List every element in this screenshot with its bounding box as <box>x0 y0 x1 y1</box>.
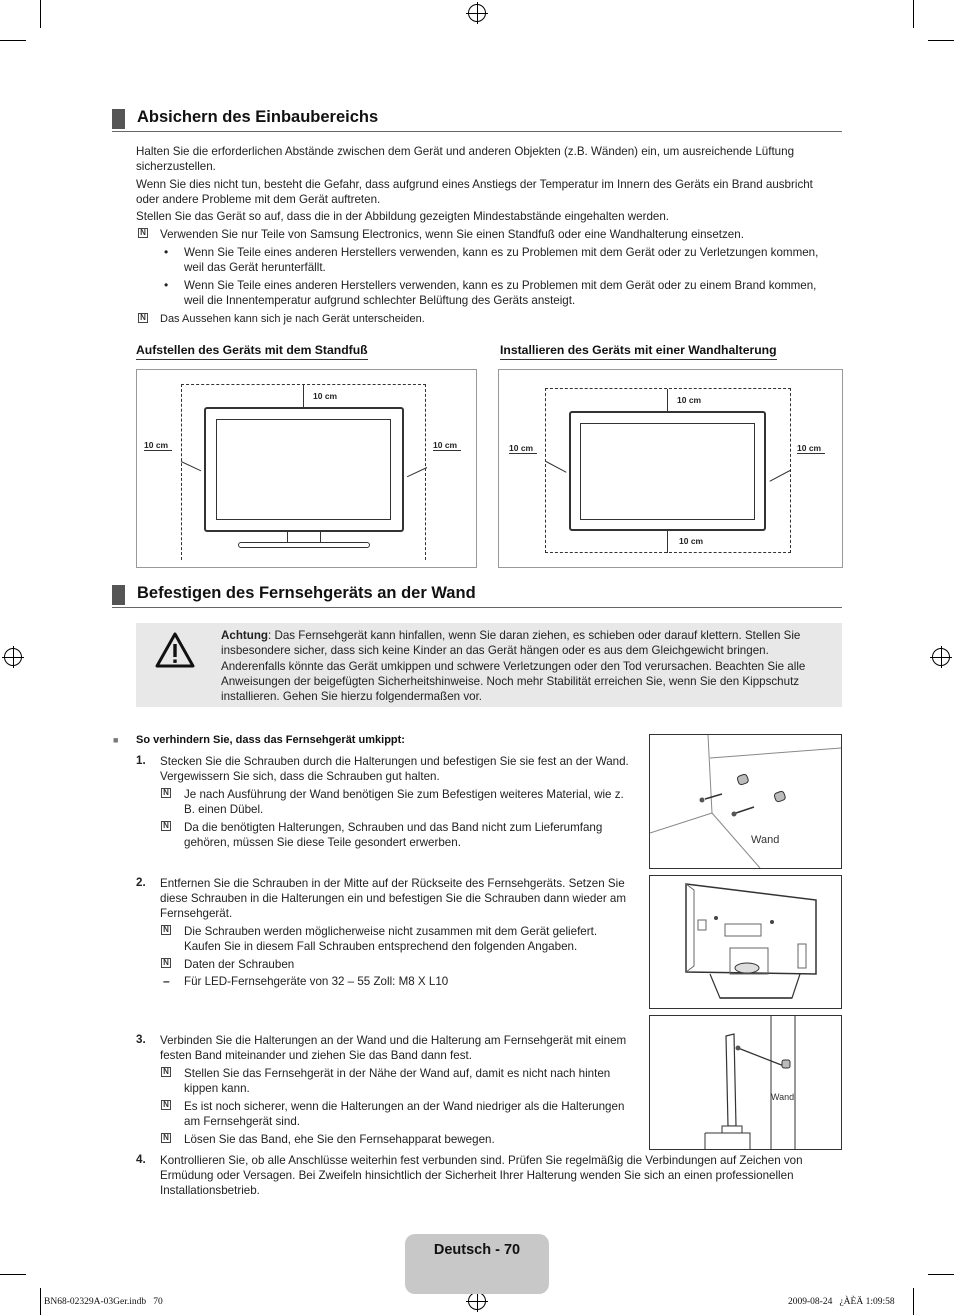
crop-mark <box>928 40 954 41</box>
note-icon: N <box>161 1067 171 1077</box>
figure-title-stand: Aufstellen des Geräts mit dem Standfuß <box>136 343 368 360</box>
note-text: Da die benötigten Halterungen, Schrauben und das Band nicht zum Lieferumfang gehören, müssen Sie diese Teile gesondert erwerben. <box>184 821 603 849</box>
step-number: 1. <box>136 754 146 767</box>
figure-title-wall: Installieren des Geräts mit einer Wandhalterung <box>500 343 777 360</box>
distance-label: 10 cm <box>677 395 702 405</box>
registration-mark-icon <box>932 648 950 666</box>
dash-item: Für LED-Fernsehgeräte von 32 – 55 Zoll: M8 X L10 <box>184 975 449 988</box>
note-text: Daten der Schrauben <box>184 958 295 971</box>
print-date: 2009-08-24 ¿ÀÈÄ 1:09:58 <box>788 1297 895 1307</box>
warning-box <box>136 623 842 707</box>
arrow-bottom <box>667 531 668 553</box>
bullet-text: Wenn Sie Teile eines anderen Herstellers verwenden, kann es zu Problemen mit dem Gerät oder zu Verletzungen kommen, weil das Gerät herunterfällt. <box>184 246 819 274</box>
crop-mark <box>40 0 41 28</box>
section-header <box>112 585 842 608</box>
tv-screen <box>580 423 755 520</box>
warning-label: Achtung <box>221 629 269 642</box>
wall-label: Wand <box>751 834 780 846</box>
bullet-text: Wenn Sie Teile eines anderen Herstellers verwenden, kann es zu Problemen mit dem Gerät oder zu einem Brand kommen, weil die Innentemperatur aufgrund schlechter Belüftung des Geräts ansteigt. <box>184 279 817 307</box>
arrow-top <box>303 385 304 407</box>
step-number: 2. <box>136 876 146 889</box>
crop-mark <box>913 0 914 28</box>
steps-heading: So verhindern Sie, dass das Fernsehgerät umkippt: <box>136 734 405 746</box>
file-info: BN68-02329A-03Ger.indb 70 <box>44 1297 163 1307</box>
step-number: 3. <box>136 1033 146 1046</box>
tv-screen <box>216 419 391 520</box>
tv-back-illustration <box>649 875 842 1009</box>
crop-mark <box>0 40 26 41</box>
section-bar <box>112 109 125 129</box>
wall-bracket-illustration <box>649 734 842 869</box>
note-text: Verwenden Sie nur Teile von Samsung Electronics, wenn Sie einen Standfuß oder eine Wandhalterung einsetzen. <box>160 228 744 241</box>
distance-label: 10 cm <box>313 391 338 401</box>
page-number: Deutsch - 70 <box>433 1242 521 1258</box>
tv-side-drawing <box>650 1016 841 1149</box>
step-text: Kontrollieren Sie, ob alle Anschlüsse weiterhin fest verbunden sind. Prüfen Sie regelmäßig die Verbindungen auf Zeichen von Ermüdung oder Versagen. Bei Zweifeln hinsichtlich der Sicherheit Ihrer Halterung wenden Sie sich an einen professionellen Installationsbetrieb. <box>160 1154 803 1197</box>
crop-mark <box>0 1274 26 1275</box>
warning-body: : Das Fernsehgerät kann hinfallen, wenn Sie daran ziehen, es schieben oder darauf klettern. Stellen Sie insbesondere sicher, dass sich keine Kinder an das Gerät hängen oder es aus dem Gleichgewicht bringen. Anderenfalls könnte das Gerät umkippen und schwere Verletzungen oder den Tod verursachen. Beachten Sie alle Anweisungen der beigefügten Sicherheitshinweise. Noch mehr Stabilität erreichen Sie, wenn Sie den Kippschutz installieren. Gehen Sie hierzu folgendermaßen vor. <box>221 629 806 704</box>
warning-text <box>221 628 833 704</box>
paragraph: Wenn Sie dies nicht tun, besteht die Gefahr, dass aufgrund eines Anstiegs der Temperatur im Innern des Geräts ein Brand ausbricht oder andere Probleme mit dem Gerät auftreten. <box>136 178 813 206</box>
distance-label: 10 cm <box>144 440 172 451</box>
dash-glyph: – <box>163 974 170 988</box>
crop-mark <box>913 1288 914 1315</box>
step-number: 4. <box>136 1153 146 1166</box>
note-text: Je nach Ausführung der Wand benötigen Sie zum Befestigen weiteres Material, wie z. B. einen Dübel. <box>184 788 624 816</box>
note-text: Es ist noch sicherer, wenn die Halterungen an der Wand niedriger als die Halterungen am Fernsehgerät sind. <box>184 1100 625 1128</box>
wall-label: Wand <box>771 1092 795 1102</box>
section-header <box>112 109 842 132</box>
arrow-top <box>667 389 668 411</box>
note-icon: N <box>138 228 148 238</box>
note-text: Das Aussehen kann sich je nach Gerät unterscheiden. <box>160 313 425 325</box>
note-icon: N <box>161 925 171 935</box>
section-title: Absichern des Einbaubereichs <box>137 108 379 126</box>
tv-strap-illustration <box>649 1015 842 1150</box>
note-text: Die Schrauben werden möglicherweise nicht zusammen mit dem Gerät geliefert. Kaufen Sie in diesem Fall Schrauben entsprechend den folgenden Angaben. <box>184 925 598 953</box>
crop-mark <box>40 1288 41 1315</box>
note-icon: N <box>161 788 171 798</box>
paragraph: Stellen Sie das Gerät so auf, dass die in der Abbildung gezeigten Mindestabstände eingehalten werden. <box>136 210 670 223</box>
paragraph: Halten Sie die erforderlichen Abstände zwischen dem Gerät und anderen Objekten (z.B. Wänden) ein, um ausreichende Lüftung sicherzustellen. <box>136 145 795 173</box>
square-bullet-icon: ■ <box>113 735 119 745</box>
distance-label: 10 cm <box>433 440 461 451</box>
stand-clearance-figure <box>136 369 477 568</box>
wall-corner-drawing <box>650 735 841 868</box>
crop-mark <box>928 1274 954 1275</box>
note-icon: N <box>161 821 171 831</box>
note-icon: N <box>161 1100 171 1110</box>
bullet-glyph: • <box>164 278 169 292</box>
note-text: Lösen Sie das Band, ehe Sie den Fernsehapparat bewegen. <box>184 1133 495 1146</box>
note-icon: N <box>161 1133 171 1143</box>
tv-back-drawing <box>650 876 841 1008</box>
wall-clearance-figure <box>498 369 843 568</box>
step-text: Stecken Sie die Schrauben durch die Halterungen und befestigen Sie sie fest an der Wand. Vergewissern Sie sich, dass die Schrauben gut halten. <box>160 755 629 783</box>
registration-mark-icon <box>468 1292 486 1310</box>
distance-label: 10 cm <box>509 443 537 454</box>
distance-label: 10 cm <box>679 536 704 546</box>
tv-base <box>238 542 370 548</box>
registration-mark-icon <box>4 648 22 666</box>
registration-mark-icon <box>468 4 486 22</box>
section-bar <box>112 585 125 605</box>
distance-label: 10 cm <box>797 443 825 454</box>
note-icon: N <box>161 958 171 968</box>
step-text: Entfernen Sie die Schrauben in der Mitte auf der Rückseite des Fernsehgeräts. Setzen Sie diese Schrauben in die Halterungen ein und befestigen Sie die Schrauben dann wieder am Fernsehgerät. <box>160 877 627 920</box>
note-text: Stellen Sie das Fernsehgerät in der Nähe der Wand auf, damit es nicht nach hinten kippen kann. <box>184 1067 611 1095</box>
step-text: Verbinden Sie die Halterungen an der Wand und die Halterung am Fernsehgerät mit einem festen Band miteinander und ziehen Sie das Band dann fest. <box>160 1034 627 1062</box>
section-title: Befestigen des Fernsehgeräts an der Wand <box>137 584 476 602</box>
bullet-glyph: • <box>164 245 169 259</box>
warning-triangle-icon <box>154 631 196 669</box>
note-icon: N <box>138 313 148 323</box>
